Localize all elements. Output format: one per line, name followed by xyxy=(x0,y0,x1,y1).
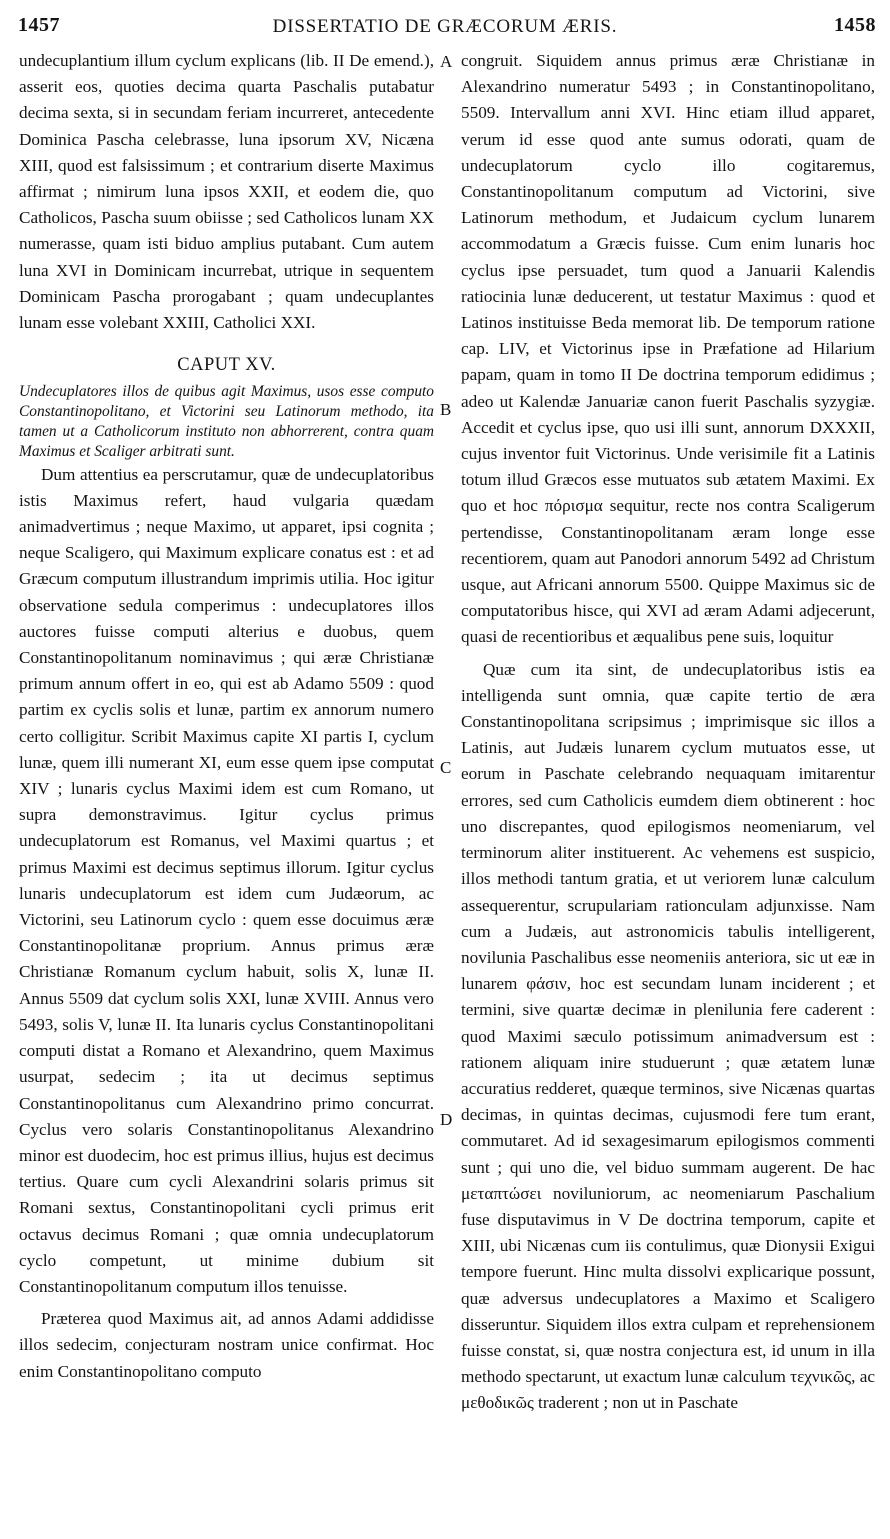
running-header xyxy=(0,14,890,42)
margin-letter-a: A xyxy=(440,52,453,71)
running-title: DISSERTATIO DE GRÆCORUM ÆRIS. xyxy=(272,16,618,37)
margin-letter-b: B xyxy=(440,400,452,419)
chapter-summary: Undecuplatores illos de quibus agit Maximus, usos esse computo Constantinopolitano, et Victorini seu Latinorum methodo, ita tamen ut a Catholicorum instituto non abhorrerent, contra quam Maximus et Scaliger arbitrati sunt. xyxy=(19,383,434,460)
margin-letter-d: D xyxy=(440,1110,453,1129)
margin-letter-c: C xyxy=(440,758,452,777)
left-column xyxy=(19,48,434,1385)
page-number-right: 1458 xyxy=(834,14,876,36)
left-paragraph-1: undecuplantium illum cyclum explicans (lib. II De emend.), asserit eos, quoties decima quarta Paschalis putabatur decima sexta, si in secundam feriam incurreret, antecedente Dominica Pascha celebrasse, luna ipsorum XV, Nicæna XIII, quod est falsissimum ; et contrarium diserte Maximus affirmat ; nimirum luna ipsos XXII, et eodem die, quo Catholicos, Pascha suum obiisse ; sed Catholicos lunam XX numerasse, quam isti biduo amplius putabant. Cum autem luna XVI in Dominicam incurrebat, utrique in sequentem Dominicam Pascha prorogabant ; quam undecuplantes lunam esse volebant XXIII, Catholici XXI. xyxy=(19,51,434,333)
right-column xyxy=(461,48,875,1417)
right-paragraph-1: congruit. Siquidem annus primus æræ Christianæ in Alexandrino numeratur 5493 ; in Constantinopolitano, 5509. Intervallum anni XVI. Hinc etiam illud apparet, verum id esse quod ante sumus odorati, quam de undecuplatorum cyclo illo cogitaremus, Constantinopolitanum computum ad Victorini, sive Latinorum methodum, et Judaicum cyclum lunarem accommodatum a Græcis fuisse. Cum enim lunaris hoc cyclus ipse persuadet, tum quod a Januarii Kalendis ratiocinia lunæ deducerent, ut testatur Maximus : quod et Latinos instituisse Beda memorat lib. De temporum ratione cap. LIV, et Victorinus ipse in Præfatione ad Hilarium papam, quam in tomo II De doctrina temporum edidimus ; adeo ut Kalendæ Januariæ canon fuerit Paschalis syzygiæ. Accedit et cyclus ipse, quo usi illi sunt, annorum DXXXII, cujus inventor fuit Victorinus. Unde verisimile fit a Latinis totum illud Græcos esse mutuatos sub ætatem Maximi. Ex quo et hoc πόρισμα sequitur, recte nos contra Scaligerum pertendisse, Constantinopolitanam æram longe esse recentiorem, quam aut Panodori annorum 5492 ad Christum usque, aut Africani annorum 5500. Quippe Maximus sic de computatoribus hisce, qui XVI ad æram Adami adjecerunt, quasi de recentioribus et æqualibus pene suis, loquitur xyxy=(461,51,875,647)
chapter-heading: CAPUT XV. xyxy=(177,355,276,376)
page-number-left: 1457 xyxy=(18,14,60,36)
left-paragraph-2: Dum attentius ea perscrutamur, quæ de undecuplatoribus istis Maximus refert, haud vulgaria quædam animadvertimus ; neque Maximo, ut apparet, ipsi cognita ; neque Scaligero, qui Maximum explicare conatus est : et ad Græcum computum illustrandum imprimis utilia. Hoc igitur observatione sedula comperimus : undecuplatores illos auctores fuisse computi alterius e duobus, quem Constantinopolitanum nominavimus ; qui æræ Christianæ primum annum offert in eo, qui est ab Adamo 5509 : quod partim ex cyclis solis et lunæ, partim ex annorum numero certo colligitur. Scribit Maximus capite XI partis I, cyclum lunæ, quem illi numerant XI, eum esse quem ipse computat XIV ; lunaris cyclus Maximi idem est cum Romano, ut supra demonstravimus. Igitur cyclus primus undecuplatorum est Romanus, vel Maximi quartus ; et primus Maximi est decimus septimus illorum. Igitur cyclus lunaris undecuplatorum est idem cum Judæorum, ac Victorini, seu Latinorum cyclo : quem esse docuimus æræ Constantinopolitanæ proprium. Annus primus æræ Christianæ Romanum cyclum habuit, solis X, lunæ II. Annus 5509 dat cyclum solis XXI, lunæ XVIII. Annus vero 5493, solis V, lunæ II. Ita lunaris cyclus Constantinopolitani computi distat a Romano et Alexandrino, quem Maximus usurpat, sedecim ; ita ut decimus septimus Constantinopolitanus cum Alexandrino primo concurrat. Cyclus vero solaris Constantinopolitanus Alexandrino minor est duodecim, hoc est primus illius, hujus est decimus tertius. Quare cum cycli Alexandrini solaris primus sit Romani sextus, Constantinopolitani cycli primus erit octavus decimus Romani ; quæ omnia undecuplatorum cyclo competunt, ut minime dubium sit Constantinopolitanum computum illos tenuisse. xyxy=(19,464,434,1296)
left-paragraph-3: Præterea quod Maximus ait, ad annos Adami addidisse illos sedecim, conjecturam nostram unice confirmat. Hoc enim Constantinopolitano computo xyxy=(19,1309,434,1381)
right-paragraph-2: Quæ cum ita sint, de undecuplatoribus istis ea intelligenda sunt omnia, quæ capite tertio de æra Constantinopolitana scripsimus ; imprimisque sic illos a Latinis, aut Judæis lunarem cyclum mutuatos esse, ut eorum in Paschate celebrando nequaquam imitarentur errores, sed cum Catholicis eumdem diem obtinerent : hoc uno discrepantes, quod epilogismos neomeniarum, vel terminorum aliter instituerent. Ac vehemens est suspicio, illos methodi tantum gratia, et ut veriorem lunæ calculum assequerentur, scrupulariam rationculam adjunxisse. Nam cum a Judæis, aut astronomicis tabulis intelligerent, novilunia Paschalibus esse neomeniis anteriora, sic ut eæ in lunarem φάσιν, hoc est secundam lunam inciderent ; et termini, sive quartæ decimæ in plenilunia fere caderent : quod Maximi sæculo potissimum animadversum est : rationem aliquam inire studuerunt ; quæ ætatem lunæ accuratius redderet, quæque terminos, sive Nicænas quartas decimas, in quintas decimas, cujusmodi fere tum erant, commutaret. Ad id sexagesimarum epilogismos commenti sunt ; qui uno die, vel biduo summam augerent. De hac μεταπτώσει noviluniorum, ac neomeniarum Paschalium fuse disputavimus in V De doctrina temporum, capite et XIII, ubi Nicænas cum iis contulimus, quæ Dionysii Exigui tempore fuerunt. Hinc multa dissolvi explicarique possunt, quæ adversus undecuplatores a Maximo et Scaligero disseruntur. Siquidem illos extra culpam et reprehensionem fuisse constat, si, quæ nostra conjectura est, id unum in illa methodo spectarunt, ut exactum lunæ calculum τεχνικῶς, ac μεθοδικῶς traderent ; non ut in Paschate xyxy=(461,659,875,1413)
